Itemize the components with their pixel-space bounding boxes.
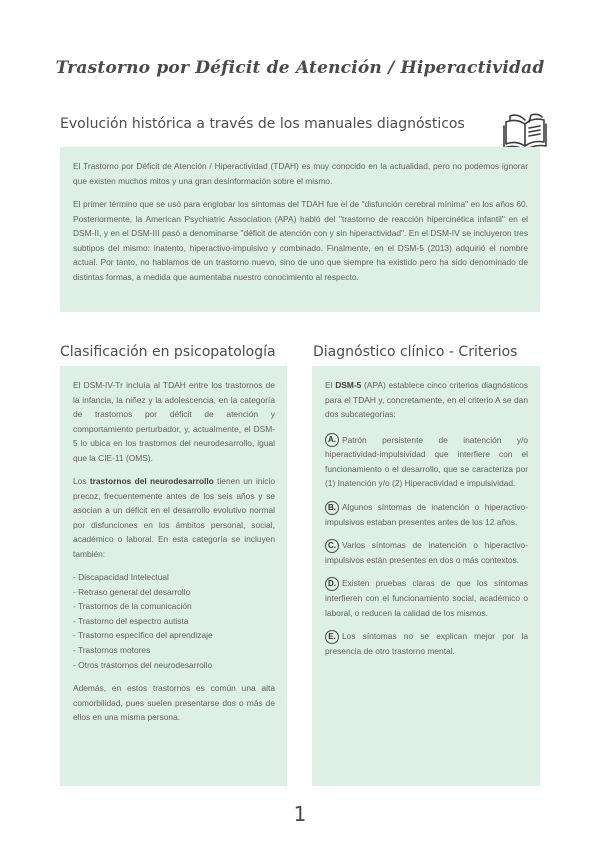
criterion-letter: D.	[325, 577, 339, 591]
criterion-letter: C.	[325, 539, 339, 553]
diagnostico-intro	[325, 378, 528, 422]
section-heading-diagnostico: Diagnóstico clínico - Criterios	[313, 344, 518, 360]
section-heading-clasificacion: Clasificación en psicopatología	[60, 344, 276, 360]
text-run: tienen un inicio precoz, frecuentemente antes de los seis años y se asocian a un déficit en el desarrollo evolutivo normal por disfunciones en los ámbitos personal, social, académico o laboral. En esta categoría se incluyen también:	[73, 476, 275, 559]
list-item: - Otros trastornos del neurodesarrollo	[73, 659, 213, 670]
list-item: - Trastornos motores	[73, 644, 151, 655]
list-item: - Trastorno específico del aprendizaje	[73, 630, 213, 641]
section-heading-evolucion: Evolución histórica a través de los manuales diagnósticos	[60, 116, 465, 132]
criterion-text: Algunos síntomas de inatención o hiperactivo-impulsivos estaban presentes antes de los 12 años.	[325, 501, 528, 527]
criterion-e	[325, 629, 528, 658]
bold-term: trastornos del neurodesarrollo	[89, 476, 214, 486]
clasificacion-paragraph-1: El DSM-IV-Tr incluía al TDAH entre los trastornos de la infancia, la niñez y la adolescencia, en la categoría de trastornos por déficit de atención y comportamiento perturbador, y, actualmente, el DSM-5 lo ubica en los trastornos del neurodesarrollo, igual que la CIE-11 (OMS).	[73, 380, 275, 463]
criterion-text: Patrón persistente de inatención y/o hiperactividad-impulsividad que interfiere con el funcionamiento o el desarrollo, que se caracteriza por (1) Inatención y/o (2) Hiperactividad e impulsividad.	[325, 434, 528, 489]
criterion-c	[325, 538, 528, 567]
text-run: El	[325, 380, 336, 390]
criterion-d	[325, 576, 528, 620]
criterion-letter: B.	[325, 501, 339, 515]
clasificacion-box	[60, 366, 287, 786]
criterion-text: Varios síntomas de inatención o hiperactivo-impulsivos están presentes en dos o más contextos.	[325, 540, 528, 565]
evolucion-paragraph-2: El primer término que se usó para englobar los síntomas del TDAH fue el de "disfunción cerebral mínima" en los años 60. Posteriormente, la American Psychiatric Association (APA) habló del "trastorno de reacción hipercinética infantil" en el DSM-II, y en el DSM-III pasó a denominarse "déficit de atención con y sin hiperactividad". En el DSM-IV se incluyeron tres subtipos del mismo: inatento, hiperactivo-impulsivo y combinado. Finalmente, en el DSM-5 (2013) adquirió el nombre actual. Por tanto, no hablamos de un trastorno nuevo, sino de uno que siempre ha existido pero ha sido denominado de distintas formas, a medida que aumentaba nuestro conocimiento al respecto.	[73, 199, 528, 282]
text-run: (APA) establece cinco criterios diagnósticos para el TDAH y, concretamente, en el criterio A se dan dos subcategorías:	[325, 380, 528, 419]
list-item: - Discapacidad Intelectual	[73, 572, 169, 582]
neurodesarrollo-list	[73, 570, 275, 672]
clasificacion-paragraph-3: Además, en estos trastornos es común una alta comorbilidad, pues suelen presentarse dos o más de ellos en una misma persona.	[73, 683, 275, 723]
page-number: 1	[293, 802, 307, 826]
criterion-a	[325, 433, 528, 491]
criterion-letter: E.	[325, 630, 339, 644]
clasificacion-paragraph-2	[73, 474, 275, 561]
criterion-text: Existen pruebas claras de que los síntomas interfieren con el funcionamiento social, académico o laboral, o reducen la calidad de los mismos.	[325, 578, 528, 618]
criterion-text: Los síntomas no se explican mejor por la presencia de otro trastorno mental.	[325, 631, 528, 656]
evolucion-paragraph-1: El Trastorno por Déficit de Atención / Hiperactividad (TDAH) es muy conocido en la actualidad, pero no podemos ignorar que existen muchos mitos y una gran desinformación sobre el mismo.	[73, 161, 528, 186]
list-item: - Trastorno del espectro autista	[73, 615, 189, 626]
page-title: Trastorno por Déficit de Atención / Hiperactividad	[55, 58, 545, 78]
criterion-b	[325, 500, 528, 529]
list-item: - Retraso general del desarrollo	[73, 586, 191, 597]
list-item: - Trastornos de la comunicación	[73, 601, 192, 612]
evolucion-box	[60, 147, 540, 312]
criterion-letter: A.	[325, 433, 339, 447]
text-run: Los	[73, 476, 90, 486]
diagnostico-box	[312, 366, 540, 786]
bold-term: DSM-5	[335, 380, 362, 390]
